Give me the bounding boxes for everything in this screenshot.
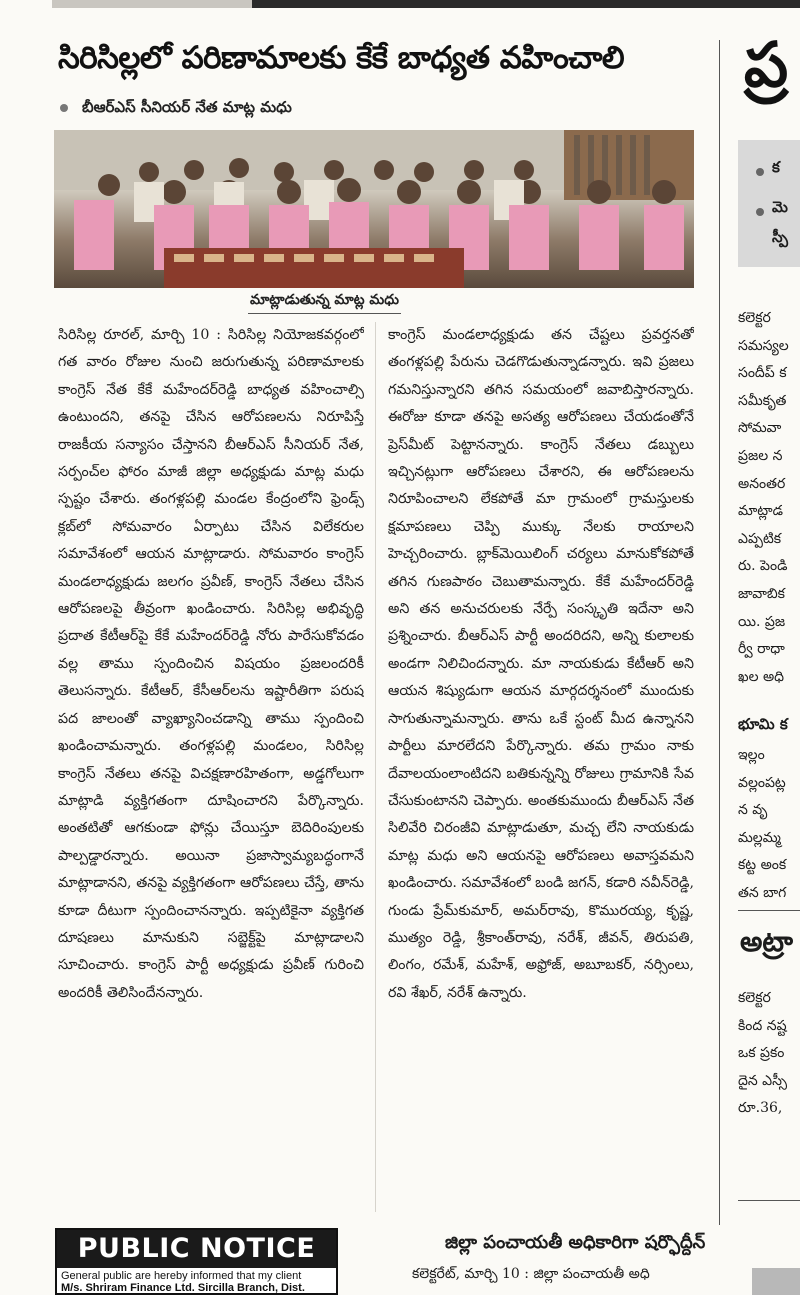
article-subhead — [60, 98, 292, 120]
highlight-line: మె — [772, 198, 788, 216]
photo-caption: మాట్లాడుతున్న మాట్ల మధు — [248, 292, 401, 314]
text-line: కట్ట అంక — [738, 857, 787, 874]
third-article-body — [738, 985, 800, 1123]
text-line: రు. పెండి — [738, 558, 788, 575]
text-line: సందీప్ క — [738, 365, 787, 382]
top-rule-dark — [252, 0, 800, 8]
text-line: ఎప్పటిక — [738, 530, 782, 547]
top-rule-light — [52, 0, 252, 8]
article-column-1: సిరిసిల్ల రూరల్, మార్చి 10 : సిరిసిల్ల నియోజకవర్గంలో గత వారం రోజుల నుంచి జరుగుతున్న పరిణామాలకు కాంగ్రెస్ నేత కేకే మహేందర్‌రెడ్డి బాధ్యత వహించాల్సి ఉంటుందని, తనపై చేసిన ఆరోపణలను నిరూపిస్తే రాజకీయ సన్యాసం చేస్తానని బీఆర్ఎస్ సీనియర్ నేత, సర్పంచ్‌ల ఫోరం మాజీ జిల్లా అధ్యక్షుడు మాట్ల మధు స్పష్టం చేశారు. తంగళ్లపల్లి మండల కేంద్రంలోని ఫ్రెండ్స్ క్లబ్‌లో సోమవారం ఏర్పాటు చేసిన విలేకరుల సమావేశంలో ఆయన మాట్లాడారు. సోమవారం కాంగ్రెస్ మండలాధ్యక్షుడు జలగం ప్రవీణ్, కాంగ్రెస్ నేతలు చేసిన ఆరోపణలపై తీవ్రంగా ఖండించారు. సిరిసిల్ల అభివృద్ధి ప్రదాత కేటీఆర్‌పై కేకే మహేందర్‌రెడ్డి నోరు పారేసుకోవడం వల్ల తాము స్పందించిన విషయం ప్రజలందరికీ తెలుసన్నారు. కేటీఆర్, కేసీఆర్‌లను ఇష్టారీతిగా పరుష పద జాలంతో వ్యాఖ్యానించడాన్ని తాము స్పందించి ఖండించామన్నారు. తంగళ్లపల్లి మండలం, సిరిసిల్ల కాంగ్రెస్ నేతలు తనపై విచక్షణారహితంగా, అడ్డగోలుగా మాట్లాడి వ్యక్తిగతంగా దూషించారని పేర్కొన్నారు. అంతటితో ఆగకుండా ఫోన్లు చేయిస్తూ బెదిరింపులకు పాల్పడ్డారన్నారు. అయినా ప్రజాస్వామ్యబద్ధంగానే మాట్లాడానని, తనపై వ్యక్తిగతంగా ఆరోపణలు చేస్తే, తాను కూడా దీటుగా స్పందించానన్నారు. ఇప్పటికైనా వ్యక్తిగత దూషణలు మానుకుని సబ్జెక్ట్‌పై మాట్లాడాలని సూచించారు. కాంగ్రెస్ పార్టీ అధ్యక్షుడు ప్రవీణ్ గురించి అందరికీ తెలిసిందేనన్నారు. — [58, 327, 364, 1001]
text-line: వల్లంపట్ల — [738, 774, 786, 791]
text-line: ఇల్లం — [738, 747, 765, 763]
article-photo — [54, 130, 694, 288]
text-line: కింద నష్ట — [738, 1017, 787, 1034]
third-article-headline: అట్రా — [740, 925, 794, 958]
text-line: సోమవా — [738, 420, 782, 437]
next-article-body — [738, 305, 800, 691]
group-photo-illustration — [54, 130, 694, 288]
next-article-headline: ప్ర — [744, 28, 789, 101]
text-line: రూ.36, — [738, 1100, 783, 1117]
text-line: కలెక్టర — [738, 990, 771, 1006]
notice-line: M/s. Shriram Finance Ltd. Sircilla Branch, Dist. — [61, 1282, 305, 1294]
bullet-icon — [756, 208, 764, 216]
bullet-icon — [60, 104, 68, 112]
next-article-subhead: భూమి క — [738, 715, 788, 733]
public-notice-title: PUBLIC NOTICE — [57, 1230, 336, 1268]
notice-line: General public are hereby informed that my client — [61, 1270, 302, 1282]
article-headline: సిరిసిల్లలో పరిణామాలకు కేకే బాధ్యత వహించాలి — [58, 40, 625, 76]
public-notice-body — [61, 1270, 333, 1294]
text-line: ర్వీ రాధా — [738, 641, 785, 658]
public-notice-ad — [55, 1228, 338, 1295]
text-line: కలెక్టర — [738, 310, 771, 326]
page-divider — [719, 40, 720, 1225]
article-column-2: కాంగ్రెస్ మండలాధ్యక్షుడు తన చేష్టలు ప్రవర్తనతో తంగళ్లపల్లి పేరును చెడగొడుతున్నాడన్నారు. ఇవి ప్రజలు గమనిస్తున్నారని తగిన సమయంలో జవాబిస్తారన్నారు. ఈరోజు కూడా తనపై అసత్య ఆరోపణలు చేయడంతోనే ప్రెస్‌మీట్ పెట్టానన్నారు. కాంగ్రెస్ నేతలు డబ్బులు ఇచ్చినట్లుగా ఆరోపణలు చేశారని, ఈ ఆరోపణలను నిరూపించాలని లేకపోతే మా గ్రామంలో గ్రామస్తులకు క్షమాపణలు చెప్పి ముక్కు నేలకు రాయాలని హెచ్చరించారు. బ్లాక్‌మెయిలింగ్ చర్యలు మానుకోకపోతే తగిన గుణపాఠం చెబుతామన్నారు. కేకే మహేందర్‌రెడ్డి అని తన అనుచరులకు నేర్పే సంస్కృతి ఇదేనా అని ప్రశ్నించారు. బీఆర్ఎస్ పార్టీ అందరిదని, అన్ని కులాలకు అండగా నిలిచిందన్నారు. మా నాయకుడు కేటీఆర్ అని ఆయన శిష్యుడుగా ఆయన మార్గదర్శనంలో ముందుకు సాగుతున్నామన్నారు. తాను ఒకే స్టంట్ మీద ఉన్నానని పార్టీలు మారలేదని పేర్కొన్నారు. తమ గ్రామం నాకు దేవాలయంలాంటిదని బతికున్నన్ని రోజులు గ్రామానికి సేవ చేసుకుంటానని చెప్పారు. అంతకుముందు బీఆర్ఎస్ నేత సిలివేరి చిరంజీవి మాట్లాడుతూ, మచ్చ లేని నాయకుడు మాట్ల మధు అని ఆయనపై ఆరోపణలు అవాస్తవమని ఖండించారు. సమావేశంలో బండి జగన్, కడారి నవీన్‌రెడ్డి, గుండు ప్రేమ్‌కుమార్, అమర్‌రావు, కొమురయ్య, కృష్ణ, ముత్యం రెడ్డి, శ్రీకాంత్‌రావు, నరేశ్, జీవన్, తిరుపతి, లింగం, రమేశ్, మహేశ్, అఫ్రోజ్, అబూబకర్, నర్సింలు, రవి శేఖర్, నరేశ్ ఉన్నారు. — [388, 327, 694, 1001]
text-line: మాట్లాడ — [738, 503, 783, 520]
column-separator — [375, 322, 376, 1212]
text-line: దైన ఎస్సీ — [738, 1072, 788, 1089]
brief-headline: జిల్లా పంచాయతీ అధికారిగా షర్ఫొద్దీన్ — [445, 1232, 706, 1253]
bullet-icon — [756, 168, 764, 176]
highlight-line: స్పీ — [772, 228, 788, 246]
subhead-text: బీఆర్ఎస్ సీనియర్ నేత మాట్ల మధు — [82, 98, 292, 116]
section-rule — [738, 1200, 800, 1201]
text-line: ఒక ప్రకం — [738, 1045, 785, 1062]
text-line: జావాబిక — [738, 585, 785, 602]
text-line: ప్రజల న — [738, 447, 783, 464]
next-article-body-2 — [738, 742, 800, 908]
text-line: యి. ప్రజ — [738, 613, 786, 630]
text-line: అనంతర — [738, 475, 786, 492]
text-line: తన బాగ — [738, 884, 787, 901]
text-line: న వృ — [738, 802, 768, 819]
brief-photo — [752, 1268, 800, 1295]
text-line: సమీకృత — [738, 392, 787, 409]
text-line: సమస్యల — [738, 337, 789, 354]
brief-text: కలెక్టరేట్, మార్చి 10 : జిల్లా పంచాయతీ అధి — [412, 1266, 650, 1282]
text-line: మల్లమ్మ — [738, 829, 781, 846]
text-line: ఖల అధి — [738, 668, 785, 685]
next-article-highlight-box — [738, 140, 800, 267]
highlight-line: క — [772, 158, 780, 176]
section-rule — [738, 910, 800, 911]
